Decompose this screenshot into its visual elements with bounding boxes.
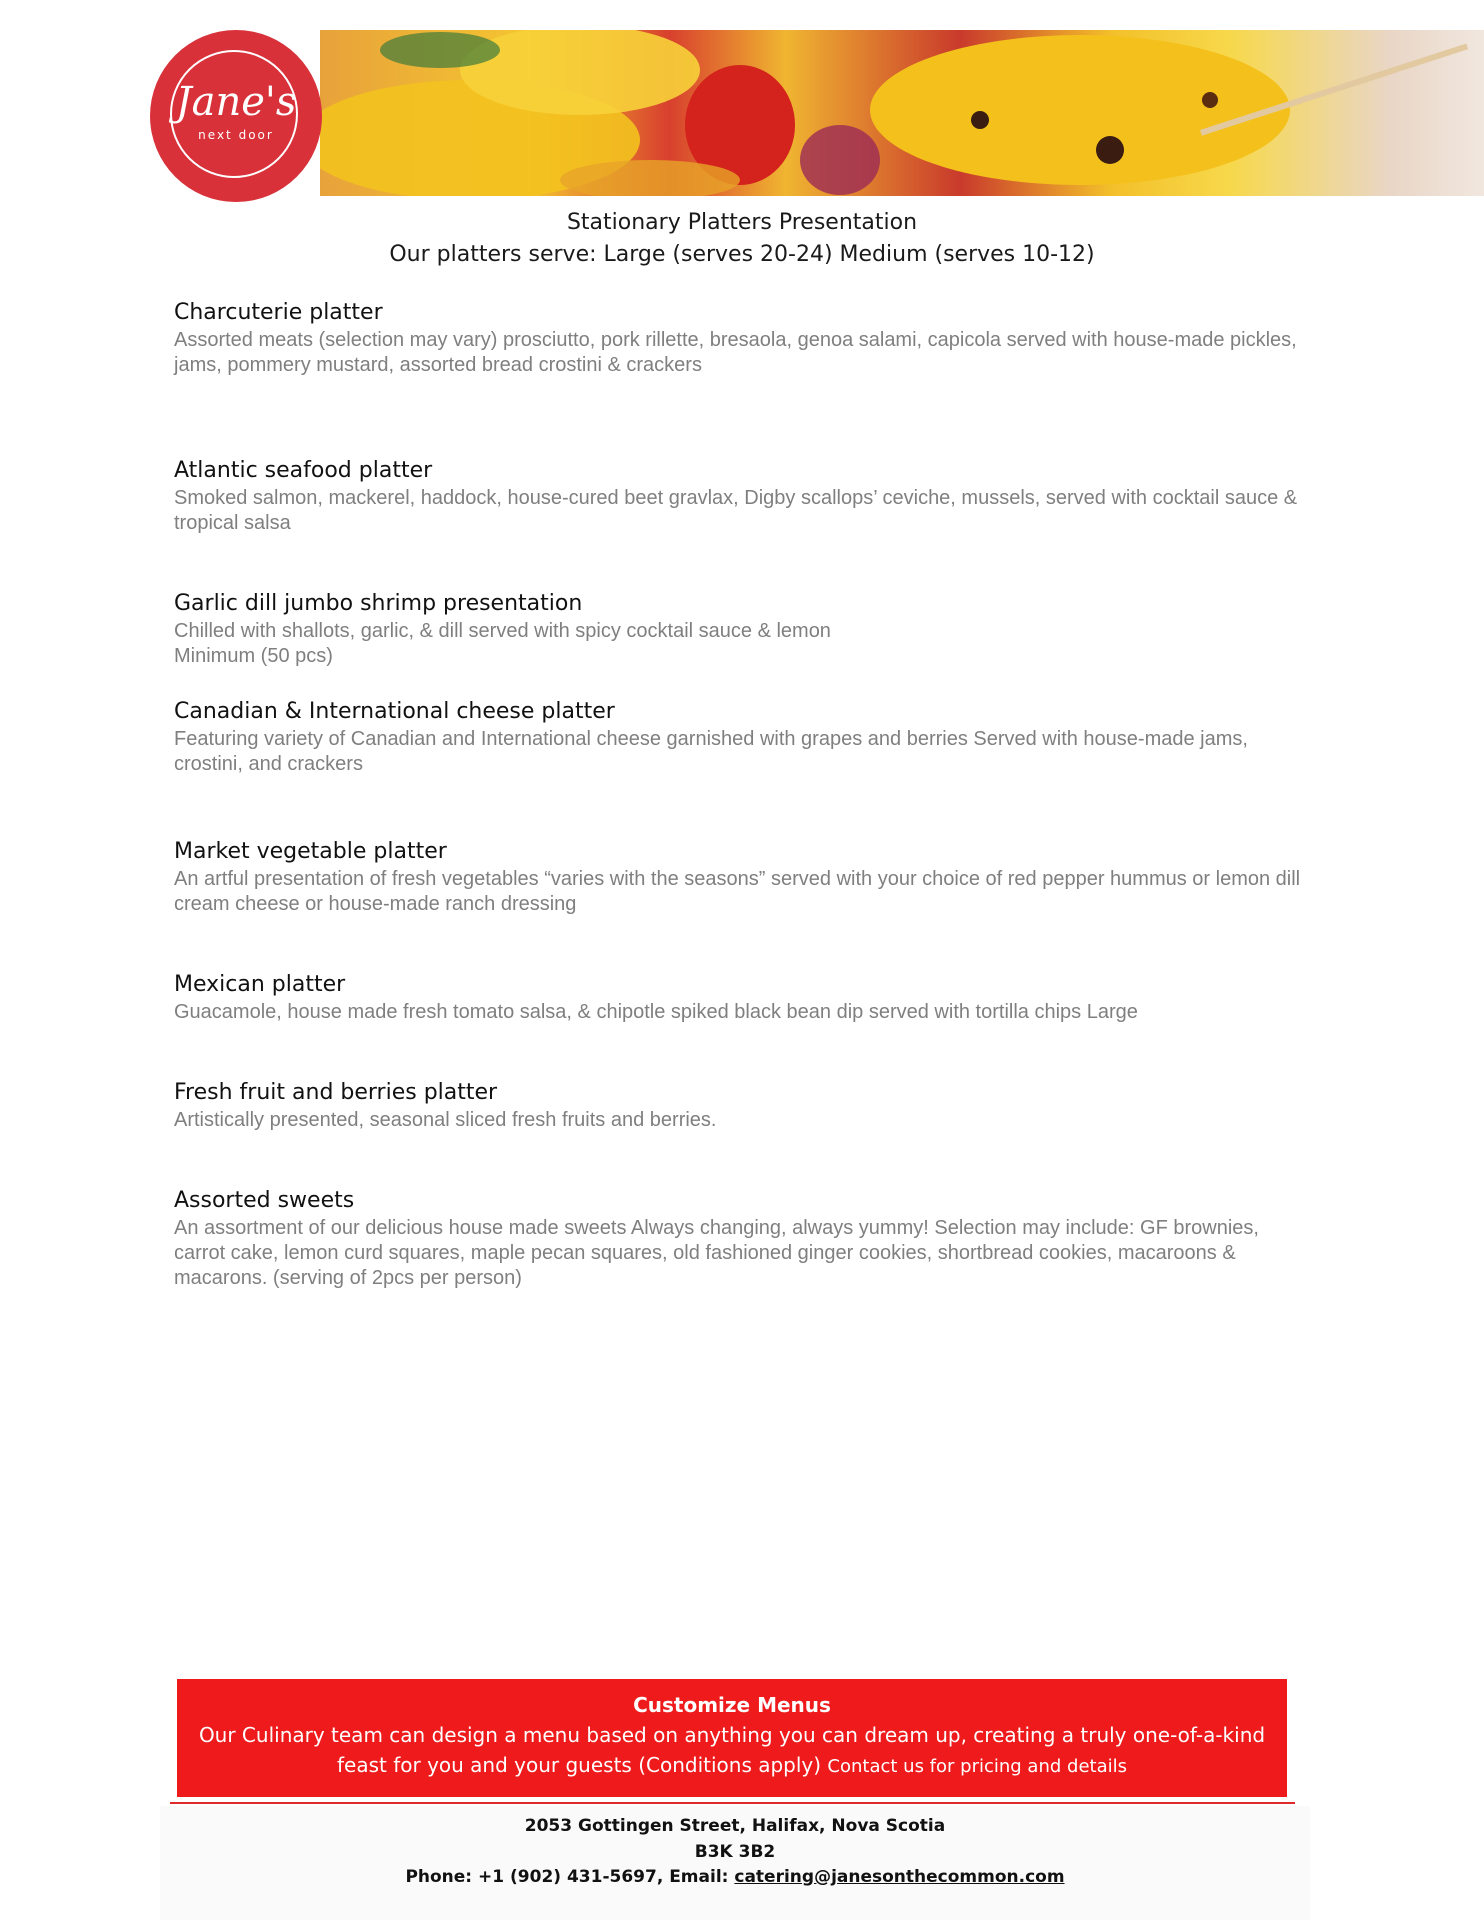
menu-item-title: Charcuterie platter bbox=[174, 300, 383, 325]
menu-item-title: Market vegetable platter bbox=[174, 839, 447, 864]
footer-phone: Phone: +1 (902) 431-5697, Email: bbox=[405, 1867, 729, 1887]
grilled-corn-illustration bbox=[320, 30, 1484, 196]
cta-contact-text: Contact us for pricing and details bbox=[827, 1756, 1127, 1777]
footer-contact bbox=[160, 1806, 1310, 1920]
menu-item-description: Artistically presented, seasonal sliced fresh fruits and berries. bbox=[174, 1109, 717, 1131]
cta-text-line2-main: feast for you and your guests (Conditions apply) bbox=[336, 1753, 822, 1777]
menu-item-title: Assorted sweets bbox=[174, 1188, 355, 1213]
brand-logo bbox=[150, 30, 322, 202]
menu-item-description: Guacamole, house made fresh tomato salsa, & chipotle spiked black bean dip served with tortilla chips Large bbox=[174, 1001, 1138, 1023]
menu-item-description: An artful presentation of fresh vegetables “varies with the seasons” served with your choice of red pepper hummus or lemon dill cream cheese or house-made ranch dressing bbox=[174, 868, 1301, 915]
cta-text-line1: Our Culinary team can design a menu based on anything you can dream up, creating a truly one-of-a-kind bbox=[198, 1723, 1266, 1747]
menu-item-cheese bbox=[174, 697, 1304, 777]
footer-divider bbox=[170, 1802, 1295, 1804]
menu-item-fruit bbox=[174, 1078, 1304, 1133]
menu-item-title: Fresh fruit and berries platter bbox=[174, 1080, 498, 1105]
logo-subtitle: next door bbox=[198, 128, 274, 142]
menu-item-seafood bbox=[174, 456, 1304, 536]
header-banner-image bbox=[320, 30, 1484, 196]
cta-text-line2 bbox=[177, 1753, 1287, 1777]
menu-item-sweets bbox=[174, 1186, 1304, 1291]
logo-name: Jane's bbox=[175, 79, 297, 125]
footer-email-link[interactable]: catering@janesonthecommon.com bbox=[734, 1867, 1065, 1887]
menu-item-title: Canadian & International cheese platter bbox=[174, 699, 615, 724]
menu-item-description: Chilled with shallots, garlic, & dill served with spicy cocktail sauce & lemon bbox=[174, 620, 831, 642]
cta-title: Customize Menus bbox=[633, 1693, 831, 1717]
page-title: Stationary Platters Presentation bbox=[566, 210, 918, 235]
menu-item-vegetable bbox=[174, 837, 1304, 917]
menu-item-title: Garlic dill jumbo shrimp presentation bbox=[174, 591, 583, 616]
menu-item-description: Smoked salmon, mackerel, haddock, house-cured beet gravlax, Digby scallops’ ceviche, mussels, served with cocktail sauce & tropical salsa bbox=[174, 487, 1298, 534]
footer-postal-code: B3K 3B2 bbox=[694, 1842, 776, 1862]
footer-address: 2053 Gottingen Street, Halifax, Nova Scotia bbox=[524, 1816, 946, 1836]
menu-item-shrimp bbox=[174, 589, 1304, 669]
menu-item-note: Minimum (50 pcs) bbox=[174, 645, 333, 667]
menu-item-description: Featuring variety of Canadian and International cheese garnished with grapes and berries Served with house-made jams, crostini, and crackers bbox=[174, 728, 1248, 775]
customize-menus-banner bbox=[177, 1679, 1287, 1797]
menu-item-description: Assorted meats (selection may vary) prosciutto, pork rillette, bresaola, genoa salami, capicola served with house-made pickles, jams, pommery mustard, assorted bread crostini & crackers bbox=[174, 329, 1297, 376]
footer-phone-email bbox=[160, 1867, 1310, 1887]
menu-item-title: Mexican platter bbox=[174, 972, 346, 997]
page-subtitle: Our platters serve: Large (serves 20-24) Medium (serves 10-12) bbox=[389, 242, 1095, 267]
menu-item-mexican bbox=[174, 970, 1304, 1025]
menu-item-title: Atlantic seafood platter bbox=[174, 458, 433, 483]
menu-item-description: An assortment of our delicious house made sweets Always changing, always yummy! Selection may include: GF brownies, carrot cake, lemon curd squares, maple pecan squares, old fashioned ginger cookies, shortbread cookies, macaroons & macarons. (serving of 2pcs per person) bbox=[174, 1217, 1259, 1289]
menu-item-charcuterie bbox=[174, 298, 1304, 378]
